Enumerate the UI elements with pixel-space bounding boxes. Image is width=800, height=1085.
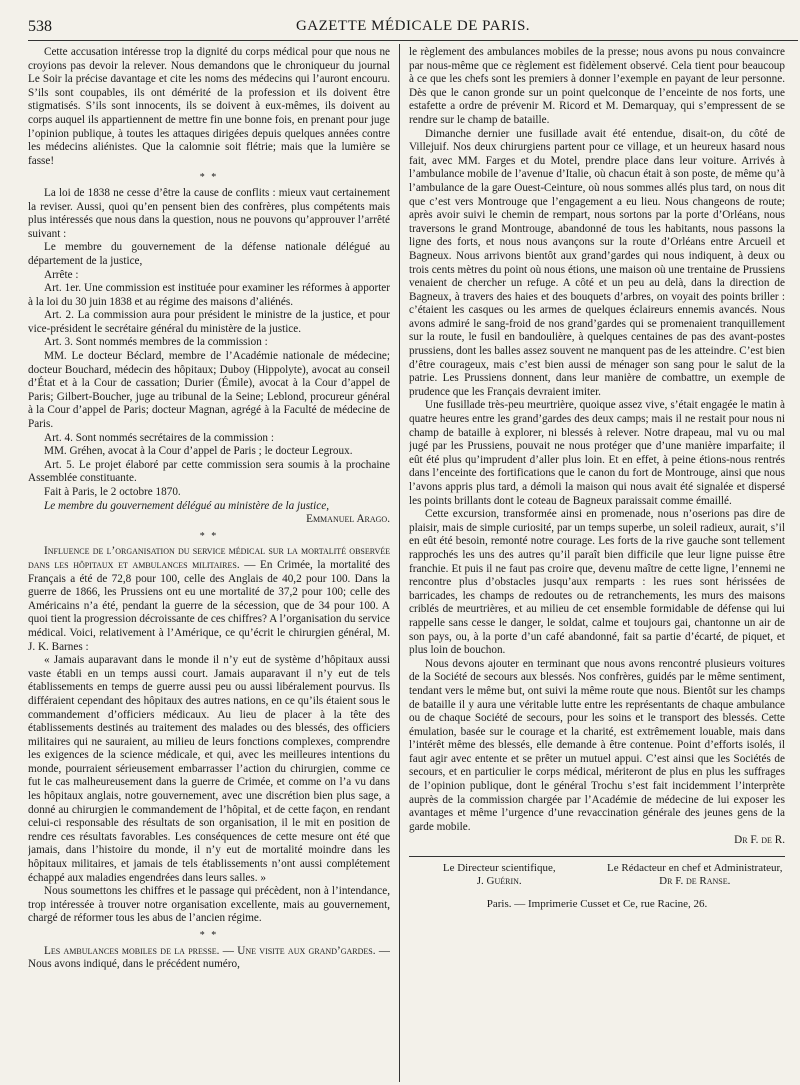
paragraph: le règlement des ambulances mobiles de la presse; nous avons pu nous convaincre par nous-même que ce règlement est fidèlement observé. Cela tient pour beaucoup à ce que les chefs sont les premiers à donner l’exemple en payant de leur personne. Dès que le canon gronde sur un point quelconque de l’enceinte de nos forts, une estafette a ordre de prévenir M. Ricord et M. Demarquay, qui s’empressent de se rendre sur le champ de bataille. xyxy=(409,46,785,126)
credits-block xyxy=(409,856,785,888)
paragraph: Le membre du gouvernement de la défense nationale délégué au département de la justice, xyxy=(28,241,390,267)
page-number: 538 xyxy=(28,18,52,35)
director-title: Le Directeur scientifique, xyxy=(442,862,556,875)
author-signature: Dr F. de R. xyxy=(734,834,785,847)
paragraph: Dimanche dernier une fusillade avait été entendue, disait-on, du côté de Villejuif. Nos deux chirurgiens partent pour ce village, et un heureux hasard nous fait, avec MM. Farges et du Motel, prendre place dans leur voiture. Arrivés à l’ambulance mobile de l’avenue d’Italie, où chacun était à son poste, de même qu’à l’ambulance de la gare Ouest-Ceinture, où nous sommes allés plus tard, on nous dit que c’est vers Montrouge que l’engagement a eu lieu. Nous changeons de route; après avoir suivi le chemin de rempart, nous sortons par la porte d’Orléans, nous traversons le grand Montrouge, abandonné de tous les habitants, nous passons la ligne des forts, et nous nous avançons sur la route d’Orléans entre Arcueil et Bagneux. Nous arrivons bientôt aux grand’gardes qui nous indiquent, à deux ou trois cents mètres du point où nous étions, une maison où une trentaine de Prussiens venaient de chercher un refuge. A côté et un peu au delà, dans la direction de Bagneux, à travers des haies et des bouquets d’arbres, on voyait des points briller : c’étaient les casques ou les armes de quelques éclaireurs ennemis avancés. Nous avons admiré le sang-froid de nos grand’gardes qui se promenaient tranquillement sur la route, le fusil en bandoulière, à quelques centaines de pas des avant-postes prussiens, dont les balles assez souvent ne manquent pas de les atteindre. C’est bien d’être courageux, mais c’est bien aussi de ménager son sang pour le salut de la patrie. Les Prussiens donnent, dans leur manière de combattre, un exemple de prudence que les Français devraient imiter. xyxy=(409,127,785,398)
paragraph: Nous soumettons les chiffres et le passage qui précèdent, non à l’intendance, trop intéressée à trouver notre organisation excellente, mais au gouvernement, chargé de réformer tous les abus de l’ancien régime. xyxy=(28,885,390,925)
section-separator: * * xyxy=(199,930,219,941)
section-separator: * * xyxy=(199,530,219,542)
paragraph: Art. 2. La commission aura pour président le ministre de la justice, et pour vice-président le secrétaire général du ministère de la justice. xyxy=(28,309,390,335)
right-column xyxy=(409,46,785,1081)
paragraph: Art. 5. Le projet élaboré par cette commission sera soumis à la prochaine Assemblée constituante. xyxy=(28,458,390,485)
director-credit xyxy=(409,862,589,888)
article-text: — En Crimée, la mortalité des Français a été de 72,8 pour 100, celle des Anglais de 40,2 pour 100. Dans la guerre de 1866, les Prussiens ont eu une mortalité de 37,2 pour 100; celle des Américains n’a été, pendant la guerre de la sécession, que de 34 pour 100. A quoi tient la progression décroissante de ces chiffres? A l’organisation du service médical. Voici, relativement à l’Amérique, ce qu’écrit le chirurgien général, M. J. K. Barnes : xyxy=(28,558,390,653)
editor-name: Dr F. de Ranse. xyxy=(659,875,731,888)
article-text: — Nous avons indiqué, dans le précédent numéro, xyxy=(28,944,390,971)
article-heading: Les ambulances mobiles de la presse. — Une visite aux grand’gardes. xyxy=(44,944,376,957)
paragraph: MM. Le docteur Béclard, membre de l’Académie nationale de médecine; docteur Bouchard, médecin des hôpitaux; Duboy (Hippolyte), avocat au conseil d’État et à la Cour de cassation; Durier (Émile), avocat à la Cour d’appel de Paris; Gilbert-Boucher, juge au tribunal de la Seine; Leblond, procureur général à la Cour d’appel de Paris; docteur Magnan, agrégé à la Faculté de médecine de Paris. xyxy=(28,350,390,431)
article-heading: Influence de l’organisation du service médical sur la mortalité observée dans les hôpitaux et ambulances militaires. xyxy=(28,545,390,571)
paragraph: La loi de 1838 ne cesse d’être la cause de conflits : mieux vaut certainement la reviser. Aussi, quoi qu’en pensent bien des confrères, plus compétents mais plus intéressés que nous dans la question, nous ne pouvons qu’approuver l’arrêté suivant : xyxy=(28,186,390,240)
page-header xyxy=(28,14,798,41)
editor-title: Le Rédacteur en chef et Administrateur, xyxy=(607,862,783,875)
printer-line: Paris. — Imprimerie Cusset et Ce, rue Racine, 26. xyxy=(486,898,708,911)
paragraph: Cette accusation intéresse trop la dignité du corps médical pour que nous ne croyions pas devoir la relever. Nous demandons que le chroniqueur du journal Le Soir la précise davantage et cite les noms des médecins qui l’auront encouru. S’ils sont coupables, ils ont démérité de la profession et ils doivent être stigmatisés. S’ils sont innocents, ils se doivent à eux-mêmes, ils doivent au corps auquel ils appartiennent de mettre fin une bonne fois, en prenant pour juge l’opinion publique, à toutes les attaques dirigées depuis quelques années contre les médecins aliénistes. Que la calomnie soit flétrie; mais que la lumière se fasse! xyxy=(28,46,390,167)
editor-credit xyxy=(605,862,785,888)
dateline: Fait à Paris, le 2 octobre 1870. xyxy=(44,486,181,498)
paragraph: Arrête : xyxy=(44,268,79,281)
director-name: J. Guérin. xyxy=(476,875,522,888)
paragraph: Art. 3. Sont nommés membres de la commission : xyxy=(44,336,268,349)
paragraph: MM. Gréhen, avocat à la Cour d’appel de Paris ; le docteur Legroux. xyxy=(44,445,353,458)
paragraph: Une fusillade très-peu meurtrière, quoique assez vive, s’était engagée le matin à quatre heures entre les grand’gardes des deux camps; mais il ne restait pour nous ni champ de bataille à explorer, ni blessés à relever. Notre drapeau, mal vu ou mal jugé par les Prussiens, pouvait ne nous protéger que d’une manière imparfaite; il eût été plus qu’imprudent d’aller plus loin. Et en effet, à peine étions-nous rentrés dans l’enceinte des fortifications que le canon du fort de Montrouge, ainsi que nous l’avons appris plus tard, a démoli la maison qui nous avait été signalée et dispersé les points brillants dont le coteau de Bagneux paraissait comme émaillé. xyxy=(409,399,785,507)
article-paragraph xyxy=(28,945,390,972)
article-paragraph xyxy=(28,545,390,654)
quotation: « Jamais auparavant dans le monde il n’y eut de système d’hôpitaux aussi vaste établi en un temps aussi court. Jamais auparavant il n’y eut de tels établissements en temps de guerre aussi peu ou aussi libéralement pourvus. Ils différaient cependant des hôpitaux des autres nations, en ce qu’ils étaient sous le commandement d’officiers médicaux. Au lieu de placer à la tête des établissements destinés au traitement des malades ou des blessés, des officiers militaires qui ne sauraient, au milieu de leurs fonctions complexes, comprendre les exigences de la science médicale, et qui, avec les meilleures intentions du monde, pourraient sérieusement embarrasser l’action du chirurgien, comme ce fut le cas malheureusement dans la guerre de Crimée, et comme on l’a vu dans les hôpitaux anglais, notre gouvernement, avec une discrétion bien plus sage, a donné au chirurgien le commandement de l’hôpital, et de cette façon, en rendant celui-ci responsable des résultats de son organisation, il le mit en position de rendre ces résultats favorables. Les conséquences de cette mesure ont été que jamais, dans l’histoire du monde, il n’y eut de mortalité moindre dans les hôpitaux militaires, et jamais de tels établissements n’ont aussi complétement échappé aux maladies engendrées dans leurs salles. » xyxy=(28,654,390,884)
signature-name: Emmanuel Arago. xyxy=(306,513,390,526)
signature-title: Le membre du gouvernement délégué au ministère de la justice, xyxy=(44,499,329,512)
paragraph: Nous devons ajouter en terminant que nous avons rencontré plusieurs voitures de la Société de secours aux blessés. Nos confrères, guidés par le même sentiment, tendant vers le même but, ont suivi la même route que nous. Bientôt sur les champs de bataille il y aura une véritable lutte entre les représentants de chaque ambulance ou de chaque Société de secours, pour les soins et le transport des blessés. Cette émulation, basée sur le courage et la charité, est extrêmement louable, mais dans l’intérêt même des blessés, elle demande à être contenue. Point d’efforts isolés, il faut agir avec entente et se prêter un mutuel appui. C’est ainsi que les Sociétés de secours, et en particulier le corps médical, mériteront de plus en plus les suffrages de l’opinion publique, dont le général Trochu s’est fait incidemment l’interprète auprès de la commission chargée par l’Académie de médecine de lui exposer les avantages et même l’urgence d’une revaccination générale des jeunes gens de la garde mobile. xyxy=(409,657,785,833)
column-divider xyxy=(399,44,400,1082)
paragraph: Art. 1er. Une commission est instituée pour examiner les réformes à apporter à la loi du 30 juin 1838 et au régime des maisons d’aliénés. xyxy=(28,282,390,308)
running-title: GAZETTE MÉDICALE DE PARIS. xyxy=(295,18,531,34)
paragraph: Art. 4. Sont nommés secrétaires de la commission : xyxy=(44,431,274,444)
paragraph: Cette excursion, transformée ainsi en promenade, nous n’oserions pas dire de plaisir, mais de simple curiosité, par un temps superbe, un soleil radieux, aurait, s’il en eût été besoin, remonté notre courage. Les forts de la rive gauche sont tellement rapprochés les uns des autres qu’il paraît bien difficile que leur ligne puisse être franchie. Et puis il ne faut pas croire que, devenu maître de cette ligne, l’ennemi ne rencontre plus d’obstacles jusqu’aux remparts : les rues sont hérissées de barricades, les champs de redoutes ou de retranchements, les murs des maisons criblés de meurtrières, et au milieu de cet ensemble formidable de défense qui lui rappelle sans cesse le danger, le soldat, calme et toujours gai, chantonne un air de son pays, ou, à la porte d’un café abandonné, fait sa partie d’écarté, de piquet, et plus loin de bouchon. xyxy=(409,508,785,657)
left-column xyxy=(28,46,390,1081)
section-separator: * * xyxy=(199,172,219,184)
